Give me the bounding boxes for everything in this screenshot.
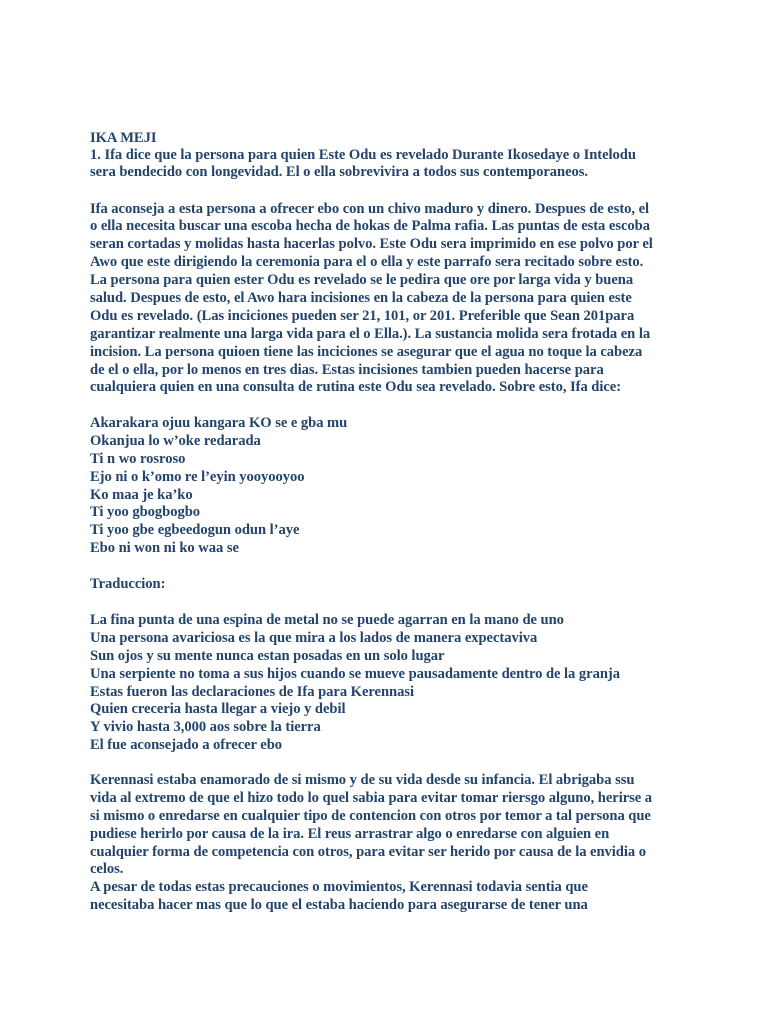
paragraph-line: Y vivio hasta 3,000 aos sobre la tierra <box>90 719 321 736</box>
paragraph-line: cualquier forma de competencia con otros, para evitar ser herido por causa de la envidia o <box>90 843 646 860</box>
paragraph <box>90 415 690 558</box>
paragraph-line: Okanjua lo w’oke redarada <box>90 432 261 449</box>
paragraph-line: Sun ojos y su mente nunca estan posadas en un solo lugar <box>90 647 445 664</box>
paragraph-line: cualquiera quien en una consulta de rutina este Odu sea revelado. Sobre esto, Ifa dice: <box>90 379 622 396</box>
paragraph-line: Una serpiente no toma a sus hijos cuando se mueve pausadamente dentro de la granja <box>90 665 620 682</box>
paragraph-line: Una persona avariciosa es la que mira a los lados de manera expectaviva <box>90 629 538 646</box>
paragraph-line: A pesar de todas estas precauciones o movimientos, Kerennasi todavia sentia que <box>90 879 588 896</box>
paragraph-line: Ti yoo gbogbogbo <box>90 504 201 521</box>
paragraph-line: garantizar realmente una larga vida para el o Ella.). La sustancia molida sera frotada en la <box>90 325 651 342</box>
paragraph-line: si mismo o enredarse en cualquier tipo de contencion con otros por temor a tal persona que <box>90 807 651 824</box>
paragraph-line: vida al extremo de que el hizo todo lo quel sabia para evitar tomar riersgo alguno, herirse a <box>90 789 653 806</box>
paragraph-line: 1. Ifa dice que la persona para quien Este Odu es revelado Durante Ikosedaye o Intelodu <box>90 146 636 163</box>
paragraph-line: Ejo ni o k’omo re l’eyin yooyooyoo <box>90 468 305 485</box>
paragraph-line: incision. La persona quioen tiene las inciciones se asegurar que el agua no toque la cabeza <box>90 343 643 360</box>
paragraph <box>90 576 690 594</box>
paragraph-line: pudiese herirlo por causa de la ira. El reus arrastrar algo o enredarse con alguien en <box>90 825 610 842</box>
paragraph-line: o ella necesita buscar una escoba hecha de hokas de Palma rafia. Las puntas de esta escoba <box>90 218 650 235</box>
paragraph-line: necesitaba hacer mas que lo que el estaba haciendo para asegurarse de tener una <box>90 897 588 914</box>
paragraph-line: La fina punta de una espina de metal no se puede agarran en la mano de uno <box>90 612 564 628</box>
paragraph <box>90 147 690 183</box>
paragraph <box>90 201 690 398</box>
paragraph-line: Quien creceria hasta llegar a viejo y debil <box>90 701 346 718</box>
paragraph-line: Ebo ni won ni ko waa se <box>90 540 239 557</box>
paragraph-line: seran cortadas y molidas hasta hacerlas polvo. Este Odu sera imprimido en ese polvo por el <box>90 236 653 253</box>
paragraph-line: Estas fueron las declaraciones de Ifa para Kerennasi <box>90 683 414 700</box>
paragraph-line: Awo que este dirigiendo la ceremonia para el o ella y este parrafo sera recitado sobre esto. <box>90 254 644 271</box>
paragraph-line: Ti yoo gbe egbeedogun odun l’aye <box>90 522 300 539</box>
paragraph-line: Traduccion: <box>90 576 166 592</box>
paragraph-line: sera bendecido con longevidad. El o ella sobrevivira a todos sus contemporaneos. <box>90 164 589 181</box>
paragraph-line: El fue aconsejado a ofrecer ebo <box>90 737 283 754</box>
paragraph-line: La persona para quien ester Odu es revelado se le pedira que ore por larga vida y buena <box>90 272 634 289</box>
paragraph-line: Ifa aconseja a esta persona a ofrecer ebo con un chivo maduro y dinero. Despues de esto, el <box>90 200 650 217</box>
paragraph <box>90 772 690 915</box>
paragraph-line: celos. <box>90 861 124 878</box>
paragraph <box>90 612 690 755</box>
paragraph-line: Odu es revelado. (Las inciciones pueden ser 21, 101, or 201. Preferible que Sean 201para <box>90 307 635 324</box>
paragraph-line: Akarakara ojuu kangara KO se e gba mu <box>90 415 348 431</box>
paragraph-line: Ti n wo rosroso <box>90 450 186 467</box>
title-line: IKA MEJI <box>90 129 157 146</box>
paragraph-line: Ko maa je ka’ko <box>90 486 193 503</box>
paragraph-line: de el o ella, por lo menos en tres dias. Estas incisiones tambien pueden hacerse para <box>90 361 604 378</box>
paragraph-line: salud. Despues de esto, el Awo hara incisiones en la cabeza de la persona para quien este <box>90 289 632 306</box>
paragraph-line: Kerennasi estaba enamorado de si mismo y de su vida desde su infancia. El abrigaba ssu <box>90 772 635 788</box>
